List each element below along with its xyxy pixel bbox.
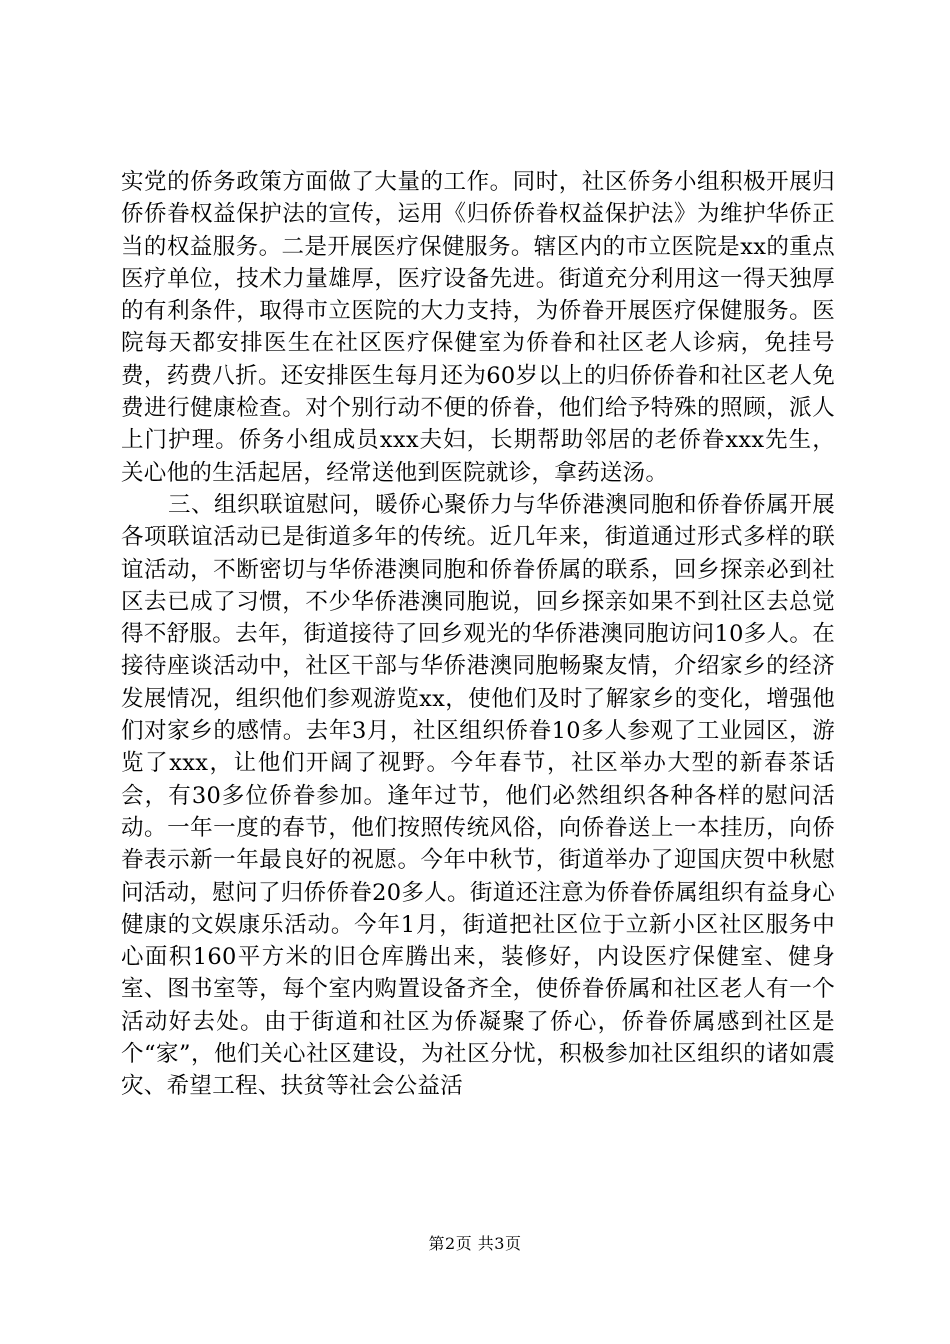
- paragraph-1: 实党的侨务政策方面做了大量的工作。同时，社区侨务小组积极开展归侨侨眷权益保护法的宣传，运用《归侨侨眷权益保护法》为维护华侨正当的权益服务。二是开展医疗保健服务。辖区内的市立医院是xx的重点医疗单位，技术力量雄厚，医疗设备先进。街道充分利用这一得天独厚的有利条件，取得市立医院的大力支持，为侨眷开展医疗保健服务。医院每天都安排医生在社区医疗保健室为侨眷和社区老人诊病，免挂号费，药费八折。还安排医生每月还为60岁以上的归侨侨眷和社区老人免费进行健康检查。对个别行动不便的侨眷，他们给予特殊的照顾，派人上门护理。侨务小组成员xxx夫妇，长期帮助邻居的老侨眷xxx先生，关心他的生活起居，经常送他到医院就诊，拿药送汤。: [121, 169, 835, 486]
- document-body: [121, 166, 835, 1103]
- paragraph-2: 三、组织联谊慰问，暖侨心聚侨力与华侨港澳同胞和侨眷侨属开展各项联谊活动已是街道多年的传统。近几年来，街道通过形式多样的联谊活动，不断密切与华侨港澳同胞和侨眷侨属的联系，回乡探亲必到社区去已成了习惯，不少华侨港澳同胞说，回乡探亲如果不到社区去总觉得不舒服。去年，街道接待了回乡观光的华侨港澳同胞访问10多人。在接待座谈活动中，社区干部与华侨港澳同胞畅聚友情，介绍家乡的经济发展情况，组织他们参观游览xx，使他们及时了解家乡的变化，增强他们对家乡的感情。去年3月，社区组织侨眷10多人参观了工业园区，游览了xxx，让他们开阔了视野。今年春节，社区举办大型的新春茶话会，有30多位侨眷参加。逢年过节，他们必然组织各种各样的慰问活动。一年一度的春节，他们按照传统风俗，向侨眷送上一本挂历，向侨眷表示新一年最良好的祝愿。今年中秋节，街道举办了迎国庆贺中秋慰问活动，慰问了归侨侨眷20多人。街道还注意为侨眷侨属组织有益身心健康的文娱康乐活动。今年1月，街道把社区位于立新小区社区服务中心面积160平方米的旧仓库腾出来，装修好，内设医疗保健室、健身室、图书室等，每个室内购置设备齐全，使侨眷侨属和社区老人有一个活动好去处。由于街道和社区为侨凝聚了侨心，侨眷侨属感到社区是个“家”，他们关心社区建设，为社区分忧，积极参加社区组织的诸如震灾、希望工程、扶贫等社会公益活: [121, 491, 835, 1100]
- page-number-footer: 第2页 共3页: [428, 1234, 522, 1253]
